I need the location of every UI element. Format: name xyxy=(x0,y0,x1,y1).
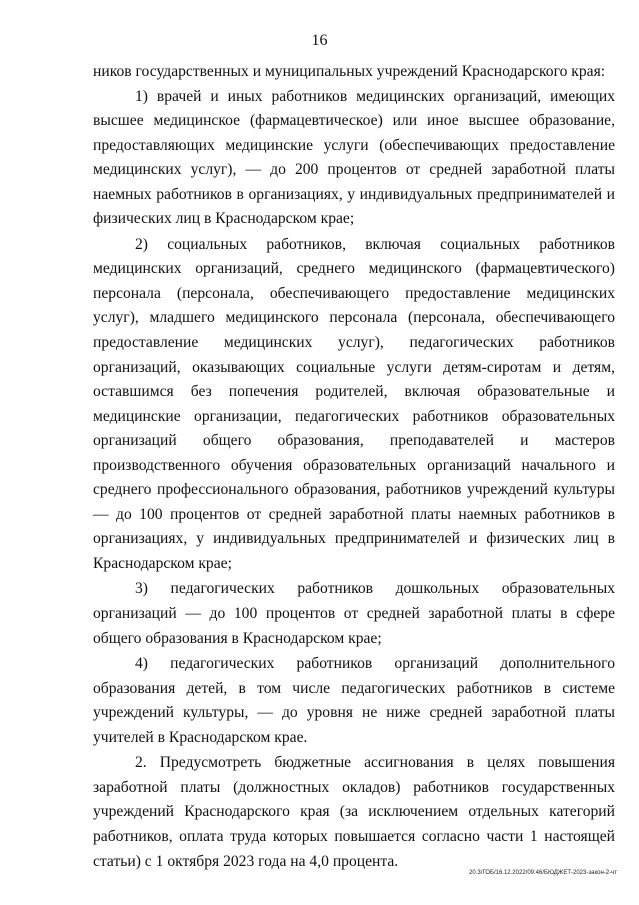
paragraph-part-2: 2. Предусмотреть бюджетные ассигнования в целях повышения заработной платы (должностных окладов) работников государственных учреждений Краснодарского края (за исключением отдельных категорий работников, оплата труда которых повышается согласно части 1 настоящей статьи) с 1 октября 2023 года на 4,0 процента. xyxy=(93,754,615,870)
page-number: 16 xyxy=(311,32,328,49)
footer-document-code: 20.3/ГОБ/16.12.2022/09:46/БЮДЖЕТ-2023-закон-2-чт xyxy=(469,870,617,876)
paragraph-item-4: 4) педагогических работников организаций дополнительного образования детей, в том числе педагогических работников в системе учреждений культуры, — до уровня не ниже средней заработной платы учителей в Краснодарском крае. xyxy=(93,655,615,746)
paragraph-item-2: 2) социальных работников, включая социальных работников медицинских организаций, среднего медицинского (фармацевтического) персонала (персонала, обеспечивающего предоставление медицинских услуг), младшего медицинского персонала (персонала, обеспечивающего предоставление медицинских услуг), педагогических работников организаций, оказывающих социальные услуги детям-сиротам и детям, оставшимся без попечения родителей, включая образовательные и медицинские организации, педагогических работников образовательных организаций общего образования, преподавателей и мастеров производственного обучения образовательных организаций начального и среднего профессионального образования, работников учреждений культуры — до 100 процентов от средней заработной платы наемных работников в организациях, у индивидуальных предпринимателей и физических лиц в Краснодарском крае; xyxy=(93,235,615,572)
paragraph-continuation: ников государственных и муниципальных учреждений Краснодарского края: xyxy=(93,63,606,80)
document-body xyxy=(93,60,615,874)
paragraph-item-1: 1) врачей и иных работников медицинских организаций, имеющих высшее медицинское (фармацевтическое) или иное высшее образование, предоставляющих медицинские услуги (обеспечивающих предоставление медицинских услуг), — до 200 процентов от средней заработной платы наемных работников в организациях, у индивидуальных предпринимателей и физических лиц в Краснодарском крае; xyxy=(93,87,615,228)
paragraph-item-3: 3) педагогических работников дошкольных образовательных организаций — до 100 процентов от средней заработной платы в сфере общего образования в Краснодарском крае; xyxy=(93,580,615,647)
